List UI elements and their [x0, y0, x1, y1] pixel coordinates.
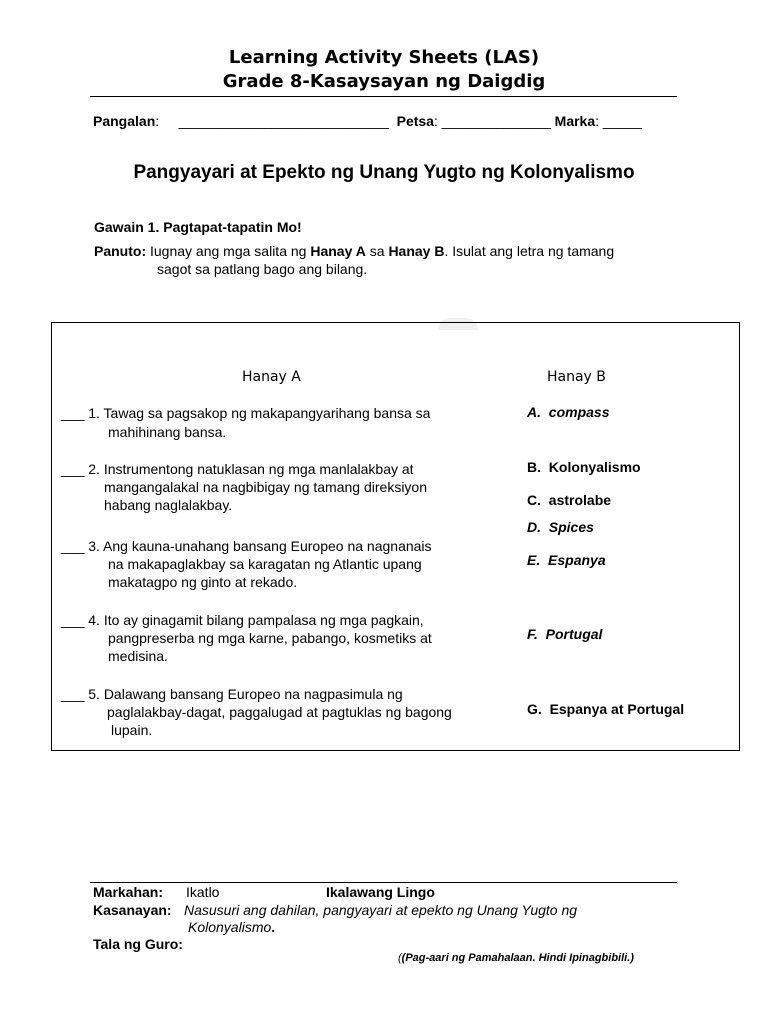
instructions-text: . Isulat ang letra ng tamang — [444, 243, 615, 259]
item-4 — [61, 612, 432, 664]
hanay-a-ref: Hanay A — [310, 243, 366, 259]
column-b-header: Hanay B — [547, 369, 606, 385]
item-text: medisina. — [108, 648, 168, 664]
score-label: Marka — [554, 113, 596, 129]
item-text: na makapaglakbay sa karagatan ng Atlantic upang — [108, 556, 422, 572]
option-letter: C. — [527, 492, 541, 508]
option-g — [527, 701, 684, 717]
option-c — [527, 492, 611, 508]
option-letter: B. — [527, 459, 541, 475]
instructions-label: Panuto: — [94, 243, 147, 259]
kasanayan-period: . — [271, 919, 276, 935]
note-text: (Pag-aari ng Pamahalaan. Hindi Ipinagbibili.) — [401, 952, 634, 964]
item-text: makatagpo ng ginto at rekado. — [108, 574, 298, 590]
option-text: Portugal — [545, 626, 603, 642]
header-divider — [90, 96, 677, 97]
item-text: mangangalakal na nagbibigay ng tamang direksiyon — [104, 479, 427, 495]
ownership-note — [398, 952, 634, 964]
option-e — [527, 552, 606, 568]
option-letter: D. — [527, 519, 541, 535]
option-d — [527, 519, 594, 535]
item-5 — [61, 686, 452, 738]
instructions-text: sa — [365, 243, 389, 259]
date-label: Petsa — [396, 113, 434, 129]
activity-heading: Gawain 1. Pagtapat-tapatin Mo! — [94, 219, 302, 235]
markahan-row — [93, 884, 163, 900]
option-b — [527, 459, 641, 475]
item-text: ___ 2. Instrumentong natuklasan ng mga manlalakbay at — [61, 461, 414, 477]
footer-divider — [90, 882, 677, 883]
option-text: Spices — [548, 519, 594, 535]
item-text: lupain. — [111, 722, 153, 738]
name-blank[interactable]: ___________________________ — [178, 113, 389, 129]
option-a — [527, 404, 609, 420]
item-3 — [61, 538, 432, 590]
item-text: ___ 3. Ang kauna-unahang bansang Europeo na nagnanais — [61, 538, 432, 554]
markahan-value: Ikatlo — [186, 884, 220, 900]
item-text: habang naglalakbay. — [104, 497, 233, 513]
instructions-text: Iugnay ang mga salita ng — [150, 243, 311, 259]
score-blank[interactable]: _____ — [602, 113, 642, 129]
option-letter: F. — [527, 626, 538, 642]
page-title: Pangyayari at Epekto ng Unang Yugto ng Kolonyalismo — [133, 162, 635, 183]
option-letter: E. — [527, 552, 541, 568]
option-letter: A. — [527, 404, 541, 420]
sheet-subtitle: Grade 8-Kasaysayan ng Daigdig — [222, 71, 546, 92]
item-text: pangpreserba ng mga karne, pabango, kosmetiks at — [108, 630, 432, 646]
hanay-b-ref: Hanay B — [388, 243, 445, 259]
date-blank[interactable]: ______________ — [441, 113, 551, 129]
sheet-title: Learning Activity Sheets (LAS) — [228, 47, 540, 68]
instructions-line2: sagot sa patlang bago ang bilang. — [157, 261, 368, 277]
option-letter: G. — [527, 701, 542, 717]
kasanayan-label: Kasanayan: — [93, 902, 172, 918]
column-a-header: Hanay A — [242, 369, 301, 385]
week-label: Ikalawang Lingo — [326, 884, 435, 900]
note-paren: ( — [398, 952, 402, 964]
item-text: mahihinang bansa. — [108, 424, 227, 440]
item-text: ___ 1. Tawag sa pagsakop ng makapangyarihang bansa sa — [61, 405, 431, 421]
kasanayan-text-line2-wrap — [188, 919, 275, 935]
item-2 — [61, 461, 427, 513]
item-1 — [61, 405, 430, 440]
kasanayan-text-line2: Kolonyalismo — [188, 919, 272, 935]
name-label: Pangalan — [93, 113, 156, 129]
item-text: ___ 5. Dalawang bansang Europeo na nagpasimula ng — [61, 686, 403, 702]
option-text: Kolonyalismo — [548, 459, 641, 475]
teacher-notes-label: Tala ng Guro: — [93, 936, 183, 952]
item-text: ___ 4. Ito ay ginagamit bilang pampalasa ng mga pagkain, — [61, 612, 424, 628]
info-line: Pangalan: ___________________________ Petsa: ______________ Marka: _____ — [93, 113, 642, 129]
instructions-line1 — [94, 243, 614, 259]
markahan-label: Markahan: — [93, 884, 164, 900]
option-text: compass — [548, 404, 610, 420]
option-text: Espanya — [548, 552, 606, 568]
option-f — [527, 626, 602, 642]
kasanayan-row — [93, 902, 172, 918]
kasanayan-text-line1: Nasusuri ang dahilan, pangyayari at epekto ng Unang Yugto ng — [184, 902, 578, 918]
option-text: Espanya at Portugal — [549, 701, 685, 717]
option-text: astrolabe — [548, 492, 612, 508]
item-text: paglalakbay-dagat, paggalugad at pagtuklas ng bagong — [107, 704, 452, 720]
